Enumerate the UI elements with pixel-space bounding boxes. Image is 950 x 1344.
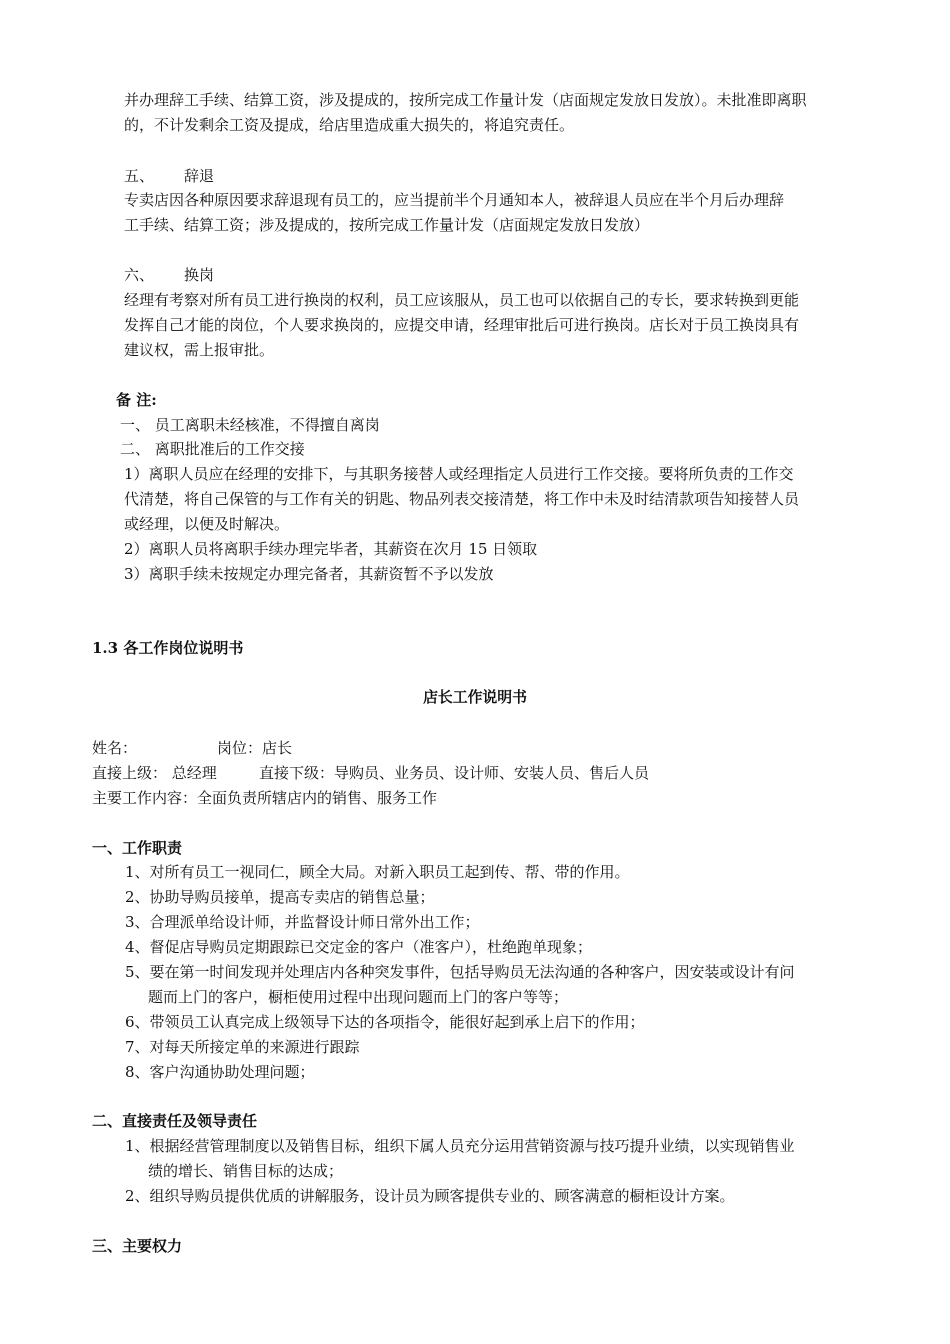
responsibility-item: 绩的增长、销售目标的达成； [148, 1162, 344, 1180]
paragraph-line: 工手续、结算工资；涉及提成的，按所完成工作量计发（店面规定发放日发放） [124, 216, 650, 234]
remark-subitem: 代清楚，将自己保管的与工作有关的钥匙、物品列表交接清楚，将工作中未及时结清款项告知接替人员 [124, 490, 800, 508]
duty-item: 3、合理派单给设计师，并监督设计师日常外出工作； [125, 913, 480, 931]
responsibility-item: 1、根据经营管理制度以及销售目标，组织下属人员充分运用营销资源与技巧提升业绩，以实现销售业 [125, 1137, 795, 1155]
section-number: 六、 [124, 266, 155, 284]
duty-item: 6、带领员工认真完成上级领导下达的各项指令，能很好起到承上启下的作用； [125, 1013, 645, 1031]
post-label: 岗位：店长 [217, 739, 293, 757]
duty-item: 8、客户沟通协助处理问题； [125, 1063, 315, 1081]
section-title: 换岗 [184, 266, 215, 284]
remark-subitem: 2）离职人员将离职手续办理完毕者，其薪资在次月 15 日领取 [124, 540, 538, 558]
powers-title: 三、主要权力 [92, 1237, 183, 1255]
duty-item: 4、督促店导购员定期跟踪已交定金的客户（准客户），杜绝跑单现象； [125, 938, 593, 956]
section-heading-transfer [124, 263, 214, 287]
section-heading: 1.3 各工作岗位说明书 [92, 639, 244, 657]
paragraph-line: 专卖店因各种原因要求辞退现有员工的，应当提前半个月通知本人，被辞退人员应在半个月后办理辞 [124, 191, 785, 209]
name-label: 姓名： [92, 739, 138, 757]
duty-item: 5、要在第一时间发现并处理店内各种突发事件，包括导购员无法沟通的各种客户，因安装或设计有问 [125, 963, 795, 981]
section-heading-dismissal [124, 164, 214, 188]
paragraph-line: 的，不计发剩余工资及提成，给店里造成重大损失的，将追究责任。 [124, 116, 575, 134]
section-number: 五、 [124, 167, 155, 185]
paragraph-line: 经理有考察对所有员工进行换岗的权利，员工应该服从，员工也可以依据自己的专长，要求转换到更能 [124, 291, 800, 309]
duty-item: 题而上门的客户，橱柜使用过程中出现问题而上门的客户等等； [148, 988, 569, 1006]
responsibility-item: 2、组织导购员提供优质的讲解服务，设计员为顾客提供专业的、顾客满意的橱柜设计方案。 [125, 1187, 735, 1205]
section-title: 辞退 [184, 167, 215, 185]
duty-item: 1、对所有员工一视同仁，顾全大局。对新入职员工起到传、帮、带的作用。 [125, 863, 630, 881]
subordinate-label: 直接下级：导购员、业务员、设计师、安装人员、售后人员 [259, 764, 650, 782]
remark-subitem: 1）离职人员应在经理的安排下，与其职务接替人或经理指定人员进行工作交接。要将所负责的工作交 [124, 465, 794, 483]
paragraph-line: 并办理辞工手续、结算工资，涉及提成的，按所完成工作量计发（店面规定发放日发放）。未批准即离职 [124, 91, 807, 109]
paragraph-line: 发挥自己才能的岗位，个人要求换岗的，应提交申请，经理审批后可进行换岗。店长对于员工换岗具有 [124, 316, 800, 334]
duties-title: 一、工作职责 [92, 839, 183, 857]
remarks-title: 备 注: [116, 391, 157, 409]
duty-item: 2、协助导购员接单，提高专卖店的销售总量； [125, 888, 435, 906]
main-content-label: 主要工作内容：全面负责所辖店内的销售、服务工作 [92, 789, 438, 807]
remark-item: 一、 员工离职未经核准，不得擅自离岗 [120, 416, 380, 434]
responsibility-title: 二、直接责任及领导责任 [92, 1112, 258, 1130]
duty-item: 7、对每天所接定单的来源进行跟踪 [125, 1038, 360, 1056]
remark-subitem: 3）离职手续未按规定办理完备者，其薪资暂不予以发放 [124, 565, 494, 583]
document-title: 店长工作说明书 [423, 689, 527, 706]
paragraph-line: 建议权，需上报审批。 [124, 341, 275, 359]
remark-item: 二、 离职批准后的工作交接 [120, 440, 305, 458]
superior-label: 直接上级： 总经理 [92, 764, 217, 782]
remark-subitem: 或经理，以便及时解决。 [124, 515, 290, 533]
